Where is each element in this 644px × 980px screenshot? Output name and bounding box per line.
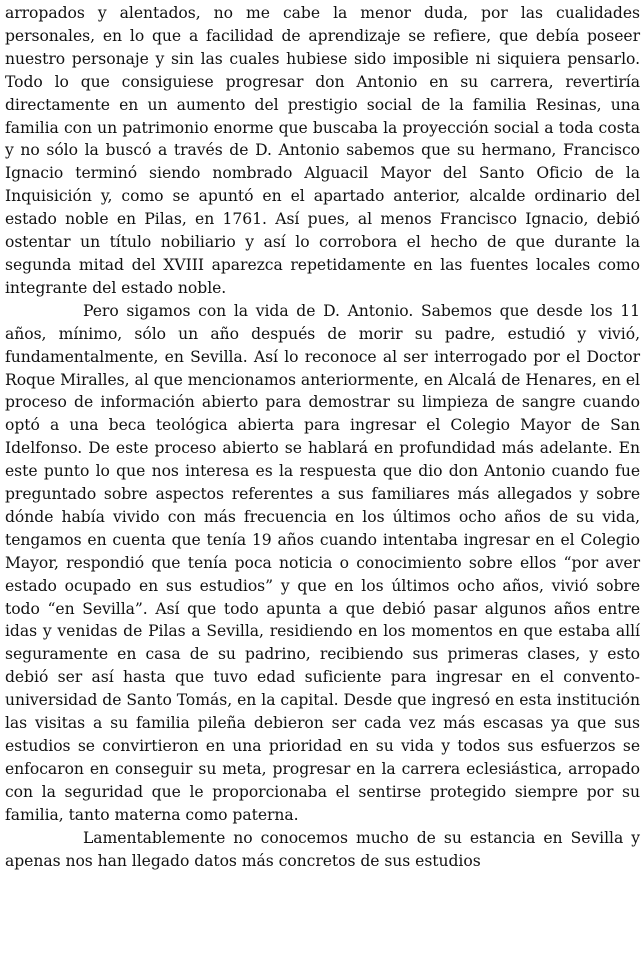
paragraph-sevilla-stay: Lamentablemente no conocemos mucho de su estancia en Sevilla y apenas nos han llegado datos más concretos de sus estudios bbox=[5, 828, 640, 870]
paragraph-antonio-studies: Pero sigamos con la vida de D. Antonio. Sabemos que desde los 11 años, mínimo, sólo un año después de morir su padre, estudió y vivió, fundamentalmente, en Sevilla. Así lo reconoce al ser interrogado por el Doctor Roque Miralles, al que mencionamos anteriormente, en Alcalá de Henares, en el proceso de información abierto para demostrar su limpieza de sangre cuando optó a una beca teológica abierta para ingresar el Colegio Mayor de San Idelfonso. De este proceso abierto se hablará en profundidad más adelante. En este punto lo que nos interesa es la respuesta que dio don Antonio cuando fue preguntado sobre aspectos referentes a sus familiares más allegados y sobre dónde había vivido con más frecuencia en los últimos ocho años de su vida, tengamos en cuenta que tenía 19 años cuando intentaba ingresar en el Colegio Mayor, respondió que tenía poca noticia o conocimiento sobre ellos “por aver estado ocupado en sus estudios” y que en los últimos ocho años, vivió sobre todo “en Sevilla”. Así que todo apunta a que debió pasar algunos años entre idas y venidas de Pilas a Sevilla, residiendo en los momentos en que estaba allí seguramente en casa de su padrino, recibiendo sus primeras clases, y esto debió ser así hasta que tuvo edad suficiente para ingresar en el convento-universidad de Santo Tomás, en la capital. Desde que ingresó en esta institución las visitas a su familia pileña debieron ser cada vez más escasas ya que sus estudios se convirtieron en una prioridad en su vida y todos sus esfuerzos se enfocaron en conseguir su meta, progresar en la carrera eclesiástica, arropado con la seguridad que le proporcionaba el sentirse protegido siempre por su familia, tanto materna como paterna. bbox=[5, 301, 640, 824]
paragraph-continuation: arropados y alentados, no me cabe la menor duda, por las cualidades personales, en lo que a facilidad de aprendizaje se refiere, que debía poseer nuestro personaje y sin las cuales hubiese sido imposible ni siquiera pensarlo. Todo lo que consiguiese progresar don Antonio en su carrera, revertiría directamente en un aumento del prestigio social de la familia Resinas, una familia con un patrimonio enorme que buscaba la proyección social a toda costa y no sólo la buscó a través de D. Antonio sabemos que su hermano, Francisco Ignacio terminó siendo nombrado Alguacil Mayor del Santo Oficio de la Inquisición y, como se apuntó en el apartado anterior, alcalde ordinario del estado noble en Pilas, en 1761. Así pues, al menos Francisco Ignacio, debió ostentar un título nobiliario y así lo corrobora el hecho de que durante la segunda mitad del XVIII aparezca repetidamente en las fuentes locales como integrante del estado noble. bbox=[5, 4, 640, 297]
